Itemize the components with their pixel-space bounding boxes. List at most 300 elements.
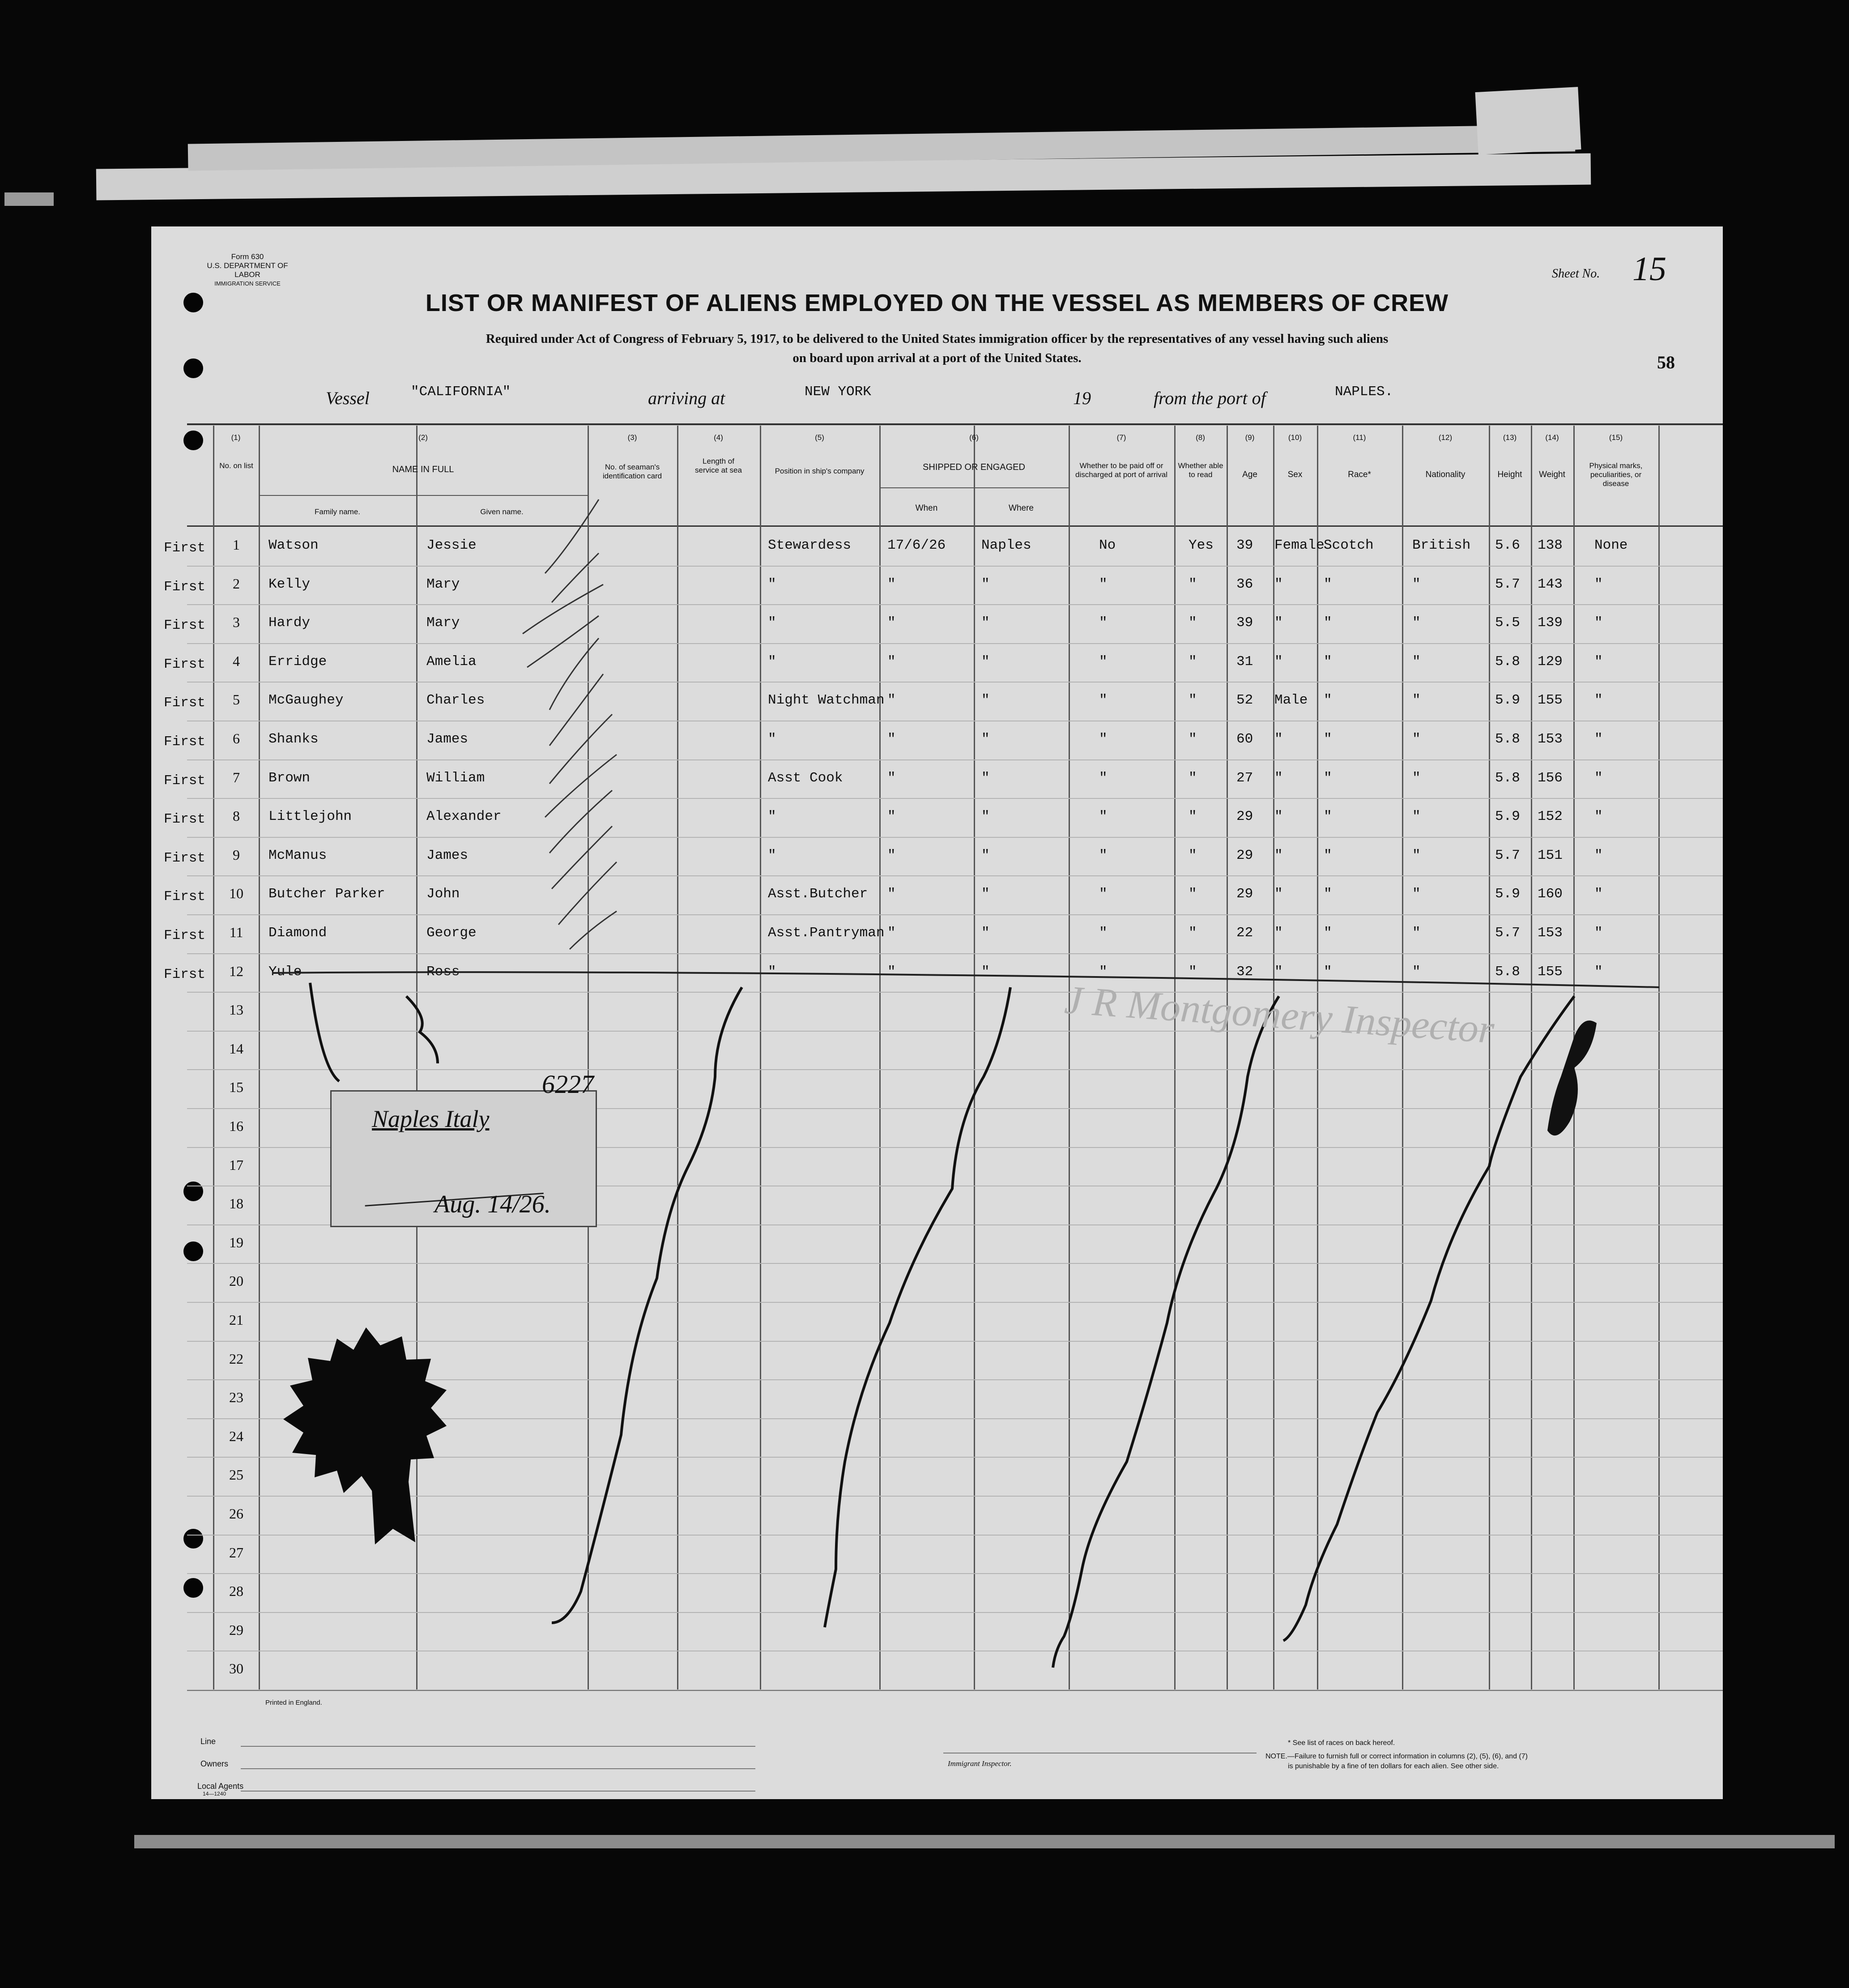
wax-seal xyxy=(259,1318,473,1569)
family-name: Hardy xyxy=(268,615,311,631)
age: 22 xyxy=(1236,925,1253,941)
page-title: LIST OR MANIFEST OF ALIENS EMPLOYED ON THE VESSEL AS MEMBERS OF CREW xyxy=(425,290,1449,316)
tick-mark xyxy=(550,790,612,853)
col-num-12: (12) xyxy=(1438,433,1453,442)
physical-marks: " xyxy=(1594,692,1603,708)
row-number: 16 xyxy=(229,1118,243,1134)
height: 5.7 xyxy=(1495,576,1520,592)
physical-marks: " xyxy=(1594,770,1603,786)
row-number: 20 xyxy=(229,1273,243,1289)
given-name: Charles xyxy=(426,692,485,708)
height: 5.6 xyxy=(1495,538,1520,553)
given-name: John xyxy=(426,886,460,902)
race: " xyxy=(1324,964,1332,980)
position: " xyxy=(768,809,776,825)
footer-owners-rule xyxy=(241,1768,755,1769)
manifest-sheet xyxy=(151,226,1723,1799)
header-no-on-list: No. on list xyxy=(219,461,253,470)
position: " xyxy=(768,615,776,631)
engaged-where: " xyxy=(981,925,990,941)
footer-owners-label: Owners xyxy=(200,1759,229,1768)
nationality: " xyxy=(1412,615,1421,631)
nationality: " xyxy=(1412,576,1421,592)
age: 29 xyxy=(1236,886,1253,902)
row-number: 3 xyxy=(233,614,240,631)
race: Scotch xyxy=(1324,538,1374,553)
position: " xyxy=(768,847,776,863)
col-num-15: (15) xyxy=(1609,433,1623,442)
cancel-stroke xyxy=(1283,996,1574,1641)
physical-marks: " xyxy=(1594,731,1603,747)
col-num-1: (1) xyxy=(231,433,241,442)
header-sex: Sex xyxy=(1287,470,1303,479)
sheet-number-label: Sheet No. xyxy=(1552,267,1600,281)
tick-mark xyxy=(558,862,617,925)
weight: 153 xyxy=(1538,731,1563,747)
engaged-when: " xyxy=(887,731,896,747)
header-length-service: Length of service at sea xyxy=(695,457,742,474)
physical-marks: " xyxy=(1594,615,1603,631)
engaged-where: " xyxy=(981,809,990,825)
col-num-11: (11) xyxy=(1353,433,1366,442)
race: " xyxy=(1324,692,1332,708)
row-class: First xyxy=(164,656,206,672)
given-name: Ross xyxy=(426,964,460,980)
footer-agents-rule xyxy=(241,1791,755,1792)
header-able-read: Whether able to read xyxy=(1178,461,1223,479)
engaged-when: " xyxy=(887,847,896,863)
age: 31 xyxy=(1236,653,1253,670)
nationality: British xyxy=(1412,538,1471,553)
cancel-strokes xyxy=(310,983,1574,1668)
tick-mark xyxy=(545,755,617,817)
weight: 160 xyxy=(1538,886,1563,902)
engaged-when: " xyxy=(887,770,896,786)
position: " xyxy=(768,964,776,980)
tick-mark xyxy=(550,638,599,710)
row-number: 26 xyxy=(229,1506,243,1522)
able-to-read: " xyxy=(1189,886,1197,902)
row-number: 6 xyxy=(233,730,240,747)
cancel-stroke xyxy=(406,996,438,1063)
weight: 151 xyxy=(1538,847,1563,863)
department: U.S. DEPARTMENT OF LABOR xyxy=(207,261,288,279)
col-num-4: (4) xyxy=(714,433,723,442)
able-to-read: " xyxy=(1189,770,1197,786)
header-physical-marks: Physical marks, peculiarities, or disease xyxy=(1589,461,1643,488)
height: 5.9 xyxy=(1495,809,1520,825)
position: " xyxy=(768,576,776,592)
sex: " xyxy=(1274,964,1283,980)
able-to-read: " xyxy=(1189,692,1197,708)
tick-mark xyxy=(552,826,612,889)
nationality: " xyxy=(1412,692,1421,708)
race: " xyxy=(1324,653,1332,670)
race: " xyxy=(1324,576,1332,592)
header-name-in-full: NAME IN FULL xyxy=(392,465,454,474)
row-number: 18 xyxy=(229,1195,243,1212)
row-number: 13 xyxy=(229,1002,243,1018)
header-family-name: Family name. xyxy=(314,508,361,516)
family-name: Erridge xyxy=(268,653,327,670)
service: IMMIGRATION SERVICE xyxy=(214,280,281,287)
engaged-where: " xyxy=(981,615,990,631)
height: 5.8 xyxy=(1495,964,1520,980)
col-num-14: (14) xyxy=(1545,433,1559,442)
paid-off: " xyxy=(1099,653,1108,670)
row-number: 14 xyxy=(229,1040,243,1057)
age: 52 xyxy=(1236,692,1253,708)
family-name: Littlejohn xyxy=(268,809,352,825)
departure-port: NAPLES. xyxy=(1335,384,1393,400)
row-class: First xyxy=(164,889,206,905)
given-name: James xyxy=(426,847,469,863)
age: 27 xyxy=(1236,770,1253,786)
row-number: 28 xyxy=(229,1583,243,1600)
engaged-when: " xyxy=(887,653,896,670)
sex: " xyxy=(1274,770,1283,786)
weight: 143 xyxy=(1538,576,1563,592)
row-class: First xyxy=(164,695,206,711)
subtitle-line-2: on board upon arrival at a port of the United States. xyxy=(792,351,1082,365)
row-number: 11 xyxy=(229,924,243,940)
engaged-where: " xyxy=(981,770,990,786)
header-where: Where xyxy=(1009,503,1034,513)
engaged-where: " xyxy=(981,692,990,708)
row-number: 21 xyxy=(229,1312,243,1328)
position: Night Watchman xyxy=(768,692,885,708)
engaged-when: " xyxy=(887,886,896,902)
engaged-where: " xyxy=(981,847,990,863)
header-weight: Weight xyxy=(1539,470,1565,479)
row-number: 17 xyxy=(229,1156,243,1173)
position: " xyxy=(768,731,776,747)
tick-mark xyxy=(550,674,603,746)
family-name: Yule xyxy=(268,964,302,980)
underlying-sheet-bottom xyxy=(134,1835,1835,1848)
consular-stamp xyxy=(330,1070,597,1227)
row-number: 27 xyxy=(229,1544,243,1561)
physical-marks: " xyxy=(1594,847,1603,863)
height: 5.8 xyxy=(1495,653,1520,670)
sex: Male xyxy=(1274,692,1308,708)
header-paid-off: Whether to be paid off or discharged at port of arrival xyxy=(1075,461,1167,479)
inspector-signature: J R Montgomery Inspector xyxy=(1063,977,1496,1052)
family-name: Diamond xyxy=(268,925,327,941)
physical-marks: None xyxy=(1594,538,1628,553)
position: " xyxy=(768,653,776,670)
physical-marks: " xyxy=(1594,653,1603,670)
weight: 138 xyxy=(1538,538,1563,553)
paid-off: " xyxy=(1099,809,1108,825)
engaged-when: " xyxy=(887,925,896,941)
nationality: " xyxy=(1412,847,1421,863)
position: Asst Cook xyxy=(768,770,843,786)
position: Asst.Butcher xyxy=(768,886,868,902)
family-name: Kelly xyxy=(268,576,311,592)
physical-marks: " xyxy=(1594,576,1603,592)
row-number: 23 xyxy=(229,1389,243,1406)
sex: " xyxy=(1274,847,1283,863)
list-closing-rule xyxy=(272,972,1659,987)
physical-marks: " xyxy=(1594,886,1603,902)
cancel-stroke xyxy=(310,983,339,1081)
underlying-sheet-top-3 xyxy=(1475,87,1581,155)
col-num-3: (3) xyxy=(627,433,637,442)
row-number: 2 xyxy=(233,575,240,592)
nationality: " xyxy=(1412,731,1421,747)
paid-off: " xyxy=(1099,964,1108,980)
tick-marks xyxy=(523,499,617,949)
sex: " xyxy=(1274,576,1283,592)
form-number: Form 630 xyxy=(231,252,264,261)
col-num-5: (5) xyxy=(815,433,824,442)
header-given-name: Given name. xyxy=(480,508,524,516)
given-name: George xyxy=(426,925,477,941)
able-to-read: " xyxy=(1189,925,1197,941)
row-number: 24 xyxy=(229,1428,243,1444)
paid-off: " xyxy=(1099,925,1108,941)
position: Stewardess xyxy=(768,538,852,553)
subtitle-line-1: Required under Act of Congress of February 5, 1917, to be delivered to the United States immigration officer by the representatives of any vessel having such aliens xyxy=(486,332,1389,346)
sex: " xyxy=(1274,886,1283,902)
paid-off: " xyxy=(1099,692,1108,708)
cancel-stroke xyxy=(1053,996,1279,1668)
race: " xyxy=(1324,731,1332,747)
weight: 129 xyxy=(1538,653,1563,670)
row-number: 12 xyxy=(229,963,243,979)
engaged-where: " xyxy=(981,653,990,670)
age: 36 xyxy=(1236,576,1253,592)
paid-off: " xyxy=(1099,886,1108,902)
tick-mark xyxy=(550,714,612,784)
able-to-read: " xyxy=(1189,809,1197,825)
able-to-read: " xyxy=(1189,576,1197,592)
col-num-7: (7) xyxy=(1116,433,1126,442)
nationality: " xyxy=(1412,964,1421,980)
tick-mark xyxy=(552,553,599,602)
weight: 139 xyxy=(1538,615,1563,631)
physical-marks: " xyxy=(1594,964,1603,980)
nationality: " xyxy=(1412,770,1421,786)
row-number: 4 xyxy=(233,653,240,669)
vessel-name: "CALIFORNIA" xyxy=(411,384,511,400)
col-num-8: (8) xyxy=(1196,433,1205,442)
engaged-where: " xyxy=(981,576,990,592)
footer-line-label: Line xyxy=(200,1737,216,1746)
tick-mark xyxy=(523,584,603,634)
given-name: Amelia xyxy=(426,653,477,670)
row-class: First xyxy=(164,734,206,750)
printed-in: Printed in England. xyxy=(265,1699,322,1706)
nationality: " xyxy=(1412,886,1421,902)
nationality: " xyxy=(1412,925,1421,941)
given-name: William xyxy=(426,770,485,786)
able-to-read: " xyxy=(1189,731,1197,747)
able-to-read: " xyxy=(1189,653,1197,670)
row-class: First xyxy=(164,850,206,866)
page-number: 58 xyxy=(1657,352,1675,372)
engaged-where: " xyxy=(981,964,990,980)
paid-off: " xyxy=(1099,615,1108,631)
age: 29 xyxy=(1236,847,1253,863)
row-class: First xyxy=(164,618,206,634)
race: " xyxy=(1324,886,1332,902)
engaged-when: 17/6/26 xyxy=(887,538,946,553)
given-name: Mary xyxy=(426,615,460,631)
row-class: First xyxy=(164,772,206,789)
engaged-where: " xyxy=(981,886,990,902)
engaged-when: " xyxy=(887,692,896,708)
ink-blot xyxy=(1547,1020,1597,1135)
immigrant-inspector-label: Immigrant Inspector. xyxy=(948,1759,1012,1768)
fine-note-2: is punishable by a fine of ten dollars for each alien. See other side. xyxy=(1288,1762,1499,1770)
header-age: Age xyxy=(1242,470,1257,479)
arriving-port: NEW YORK xyxy=(805,384,871,400)
row-number: 8 xyxy=(233,808,240,824)
fine-note-1: NOTE.—Failure to furnish full or correct information in columns (2), (5), (6), and (7) xyxy=(1265,1753,1528,1760)
footer-agents-label: Local Agents xyxy=(197,1782,244,1791)
col-num-6: (6) xyxy=(969,433,979,442)
row-number: 29 xyxy=(229,1621,243,1638)
family-name: Watson xyxy=(268,538,319,553)
row-number: 30 xyxy=(229,1660,243,1677)
family-name: Shanks xyxy=(268,731,319,747)
year-label: 19 xyxy=(1073,388,1091,408)
row-number: 9 xyxy=(233,846,240,863)
weight: 152 xyxy=(1538,809,1563,825)
sex: " xyxy=(1274,925,1283,941)
header-shipped-engaged: SHIPPED OR ENGAGED xyxy=(923,462,1025,472)
nationality: " xyxy=(1412,653,1421,670)
height: 5.9 xyxy=(1495,692,1520,708)
family-name: Brown xyxy=(268,770,311,786)
age: 39 xyxy=(1236,538,1253,553)
row-class: First xyxy=(164,811,206,828)
header-when: When xyxy=(915,503,938,513)
age: 32 xyxy=(1236,964,1253,980)
height: 5.9 xyxy=(1495,886,1520,902)
paid-off: " xyxy=(1099,576,1108,592)
row-class: First xyxy=(164,928,206,943)
paid-off: " xyxy=(1099,731,1108,747)
tick-mark xyxy=(570,911,617,949)
row-number: 5 xyxy=(233,691,240,708)
races-note: * See list of races on back hereof. xyxy=(1288,1739,1395,1747)
able-to-read: " xyxy=(1189,964,1197,980)
row-number: 1 xyxy=(233,537,240,553)
col-num-9: (9) xyxy=(1245,433,1255,442)
given-name: James xyxy=(426,731,469,747)
engaged-when: " xyxy=(887,964,896,980)
row-number: 7 xyxy=(233,769,240,785)
position: Asst.Pantryman xyxy=(768,925,885,941)
race: " xyxy=(1324,925,1332,941)
engaged-when: " xyxy=(887,615,896,631)
sex: " xyxy=(1274,809,1283,825)
given-name: Alexander xyxy=(426,809,502,825)
height: 5.8 xyxy=(1495,770,1520,786)
physical-marks: " xyxy=(1594,925,1603,941)
engaged-where: " xyxy=(981,731,990,747)
seal-body xyxy=(283,1327,447,1495)
age: 60 xyxy=(1236,731,1253,747)
engaged-where: Naples xyxy=(981,538,1031,553)
row-class: First xyxy=(164,966,206,982)
sex: Female xyxy=(1274,538,1325,553)
given-name: Jessie xyxy=(426,538,477,553)
paid-off: " xyxy=(1099,847,1108,863)
height: 5.8 xyxy=(1495,731,1520,747)
race: " xyxy=(1324,770,1332,786)
header-height: Height xyxy=(1497,470,1522,479)
underlying-sheet-left xyxy=(4,192,54,206)
family-name: McGaughey xyxy=(268,692,344,708)
row-number: 25 xyxy=(229,1467,243,1483)
arriving-label: arriving at xyxy=(648,388,725,408)
height: 5.7 xyxy=(1495,847,1520,863)
height: 5.7 xyxy=(1495,925,1520,941)
family-name: McManus xyxy=(268,847,327,863)
engaged-when: " xyxy=(887,576,896,592)
from-port-label: from the port of xyxy=(1154,388,1266,408)
col-num-10: (10) xyxy=(1288,433,1302,442)
family-name: Butcher Parker xyxy=(268,886,385,902)
able-to-read: " xyxy=(1189,847,1197,863)
row-number: 10 xyxy=(229,885,243,902)
row-class: First xyxy=(164,540,206,556)
header-nationality: Nationality xyxy=(1425,470,1466,479)
physical-marks: " xyxy=(1594,809,1603,825)
able-to-read: Yes xyxy=(1189,538,1214,553)
weight: 156 xyxy=(1538,770,1563,786)
sex: " xyxy=(1274,731,1283,747)
row-number: 15 xyxy=(229,1079,243,1096)
age: 29 xyxy=(1236,809,1253,825)
stamp-date: Aug. 14/26. xyxy=(435,1190,551,1218)
stamp-number: 6227 xyxy=(542,1070,594,1099)
race: " xyxy=(1324,847,1332,863)
footer-agents-code: 14—1240 xyxy=(203,1791,226,1797)
col-num-13: (13) xyxy=(1503,433,1517,442)
row-class: First xyxy=(164,579,206,595)
header-race: Race* xyxy=(1348,470,1371,479)
header-id-card: No. of seaman's identification card xyxy=(602,463,662,480)
sheet-number: 15 xyxy=(1632,250,1666,288)
header-position: Position in ship's company xyxy=(775,467,865,475)
age: 39 xyxy=(1236,615,1253,631)
sex: " xyxy=(1274,653,1283,670)
sex: " xyxy=(1274,615,1283,631)
weight: 153 xyxy=(1538,925,1563,941)
row-number: 19 xyxy=(229,1234,243,1250)
footer-line-rule xyxy=(241,1746,755,1747)
paid-off: " xyxy=(1099,770,1108,786)
nationality: " xyxy=(1412,809,1421,825)
vessel-label: Vessel xyxy=(326,388,370,408)
weight: 155 xyxy=(1538,692,1563,708)
paid-off: No xyxy=(1099,538,1116,553)
col-num-2: (2) xyxy=(418,433,428,442)
cancel-stroke xyxy=(825,987,1010,1627)
race: " xyxy=(1324,809,1332,825)
engaged-when: " xyxy=(887,809,896,825)
height: 5.5 xyxy=(1495,615,1520,631)
stamp-place: Naples Italy xyxy=(372,1105,490,1132)
given-name: Mary xyxy=(426,576,460,592)
row-number: 22 xyxy=(229,1350,243,1367)
race: " xyxy=(1324,615,1332,631)
